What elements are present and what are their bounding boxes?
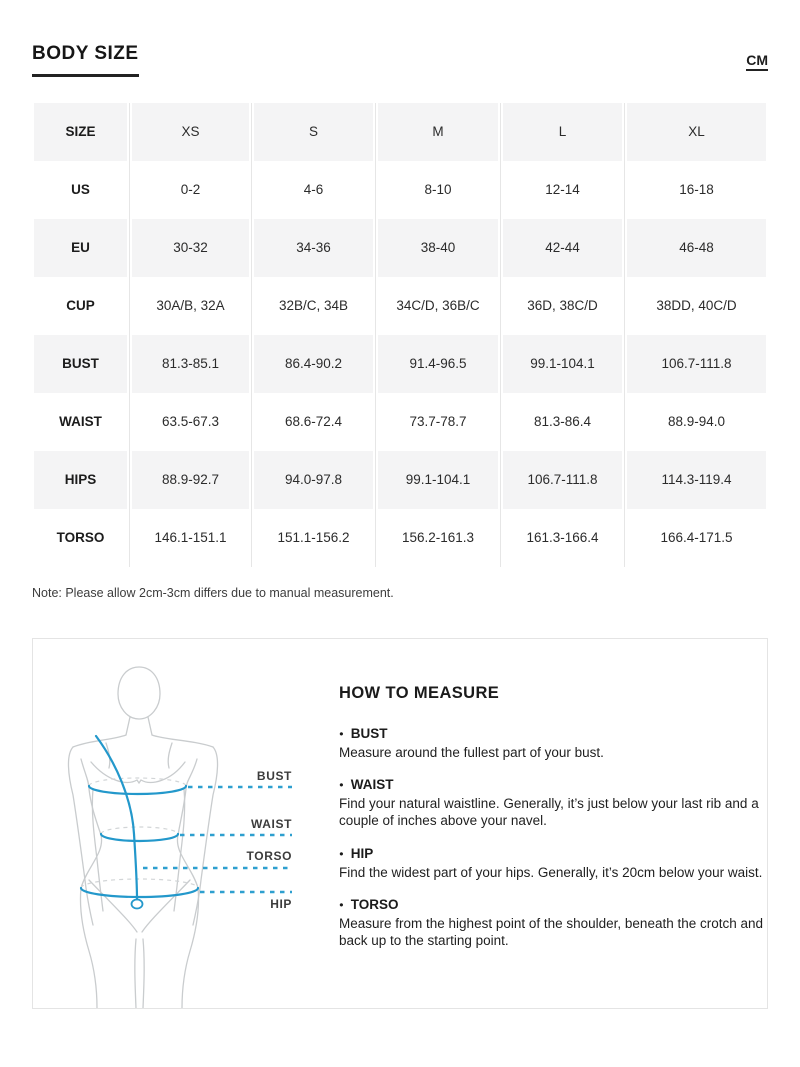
size-table [32, 103, 768, 567]
unit-toggle-cm[interactable]: CM [746, 52, 768, 71]
row-label-cell: SIZE [32, 103, 130, 161]
table-row-torso [32, 509, 768, 567]
row-label-cell: CUP [32, 277, 130, 335]
measure-items [339, 726, 767, 950]
measure-item-text: Measure from the highest point of the shoulder, beneath the crotch and back up to the starting point. [339, 915, 764, 949]
row-label-cell: BUST [32, 335, 130, 393]
size-value-cell: 151.1-156.2 [252, 509, 376, 567]
size-value-cell: 12-14 [501, 161, 625, 219]
size-value-cell: 42-44 [501, 219, 625, 277]
diagram-label-torso: TORSO [246, 848, 292, 863]
size-value-cell: 30-32 [130, 219, 252, 277]
size-value-cell: 46-48 [625, 219, 768, 277]
row-label-cell: WAIST [32, 393, 130, 451]
size-value-cell: XS [130, 103, 252, 161]
diagram-label-waist: WAIST [251, 816, 292, 831]
table-row-hips [32, 451, 768, 509]
diagram-label-hip: HIP [270, 896, 292, 911]
table-header-row [32, 103, 768, 161]
measurement-note: Note: Please allow 2cm-3cm differs due to manual measurement. [32, 585, 394, 600]
bullet-icon: • [339, 898, 344, 911]
size-value-cell: 91.4-96.5 [376, 335, 501, 393]
measure-item-hip [339, 846, 767, 881]
measure-item-label: HIP [350, 845, 374, 861]
size-value-cell: 114.3-119.4 [625, 451, 768, 509]
torso-tape-line [96, 736, 137, 899]
size-value-cell: 146.1-151.1 [130, 509, 252, 567]
measure-item-label: BUST [350, 725, 388, 741]
size-value-cell: 16-18 [679, 182, 714, 198]
size-value-cell: 34C/D, 36B/C [376, 277, 501, 335]
size-value-cell: S [252, 103, 376, 161]
bust-tape-line [89, 786, 186, 794]
size-value-cell: L [501, 103, 625, 161]
size-value-cell: 156.2-161.3 [376, 509, 501, 567]
size-value-cell: 8-10 [376, 161, 501, 219]
size-value-cell: 106.7-111.8 [625, 335, 768, 393]
measure-item-bust [339, 726, 767, 761]
diagram-label-bust: BUST [256, 768, 292, 783]
row-label-cell: US [32, 161, 130, 219]
table-row-waist [32, 393, 768, 451]
size-value-cell: 0-2 [130, 161, 252, 219]
size-value-cell: 106.7-111.8 [501, 451, 625, 509]
measure-item-label: TORSO [350, 896, 399, 912]
measure-guide [339, 684, 767, 966]
waist-tape-line [101, 834, 178, 841]
measure-item-text: Find the widest part of your hips. Generally, it’s 20cm below your waist. [339, 864, 763, 880]
measure-item-title [339, 846, 767, 861]
size-value-cell: 81.3-85.1 [130, 335, 252, 393]
size-value-cell: 86.4-90.2 [252, 335, 376, 393]
size-value-cell: XL [625, 103, 768, 161]
row-label-cell: HIPS [32, 451, 130, 509]
measure-item-text: Measure around the fullest part of your bust. [339, 744, 604, 760]
size-value-cell: 38-40 [376, 219, 501, 277]
table-row-cup [32, 277, 768, 335]
measure-item-title [339, 897, 767, 912]
body-outline [68, 667, 217, 1008]
size-value-cell: 88.9-92.7 [130, 451, 252, 509]
size-value-cell: 63.5-67.3 [130, 393, 252, 451]
table-row-us [32, 161, 768, 219]
size-value-cell: 99.1-104.1 [501, 335, 625, 393]
size-value-cell: M [376, 103, 501, 161]
size-table-body [32, 103, 768, 567]
size-value-cell: 166.4-171.5 [660, 530, 733, 546]
measure-item-waist [339, 777, 767, 830]
measure-item-label: WAIST [350, 777, 394, 793]
measure-item-title [339, 777, 767, 792]
bullet-icon: • [339, 778, 344, 792]
table-row-bust [32, 335, 768, 393]
size-value-cell: 30A/B, 32A [130, 277, 252, 335]
size-value-cell: 161.3-166.4 [501, 509, 625, 567]
size-value-cell: 99.1-104.1 [376, 451, 501, 509]
measure-item-text: Find your natural waistline. Generally, it’s just below your last rib and a couple of inches above your navel. [339, 796, 759, 829]
size-value-cell: 94.0-97.8 [252, 451, 376, 509]
size-value-cell: 36D, 38C/D [501, 277, 625, 335]
size-value-cell: 81.3-86.4 [501, 393, 625, 451]
page-title: BODY SIZE [32, 44, 139, 77]
size-value-cell: 34-36 [252, 219, 376, 277]
bullet-icon: • [339, 846, 344, 860]
row-label-cell: TORSO [32, 509, 130, 567]
how-to-measure-panel [32, 638, 768, 1009]
size-value-cell: 32B/C, 34B [252, 277, 376, 335]
size-value-cell: 73.7-78.7 [376, 393, 501, 451]
measure-item-title [339, 726, 767, 741]
size-value-cell: 88.9-94.0 [667, 414, 726, 430]
torso-tape-loop [132, 899, 143, 908]
table-row-eu [32, 219, 768, 277]
guide-heading: HOW TO MEASURE [339, 683, 500, 702]
size-value-cell: 68.6-72.4 [252, 393, 376, 451]
measure-item-torso [339, 897, 767, 950]
size-value-cell: 4-6 [252, 161, 376, 219]
size-value-cell: 38DD, 40C/D [656, 298, 737, 314]
page-header [32, 0, 768, 77]
row-label-cell: EU [32, 219, 130, 277]
bullet-icon: • [339, 727, 344, 740]
